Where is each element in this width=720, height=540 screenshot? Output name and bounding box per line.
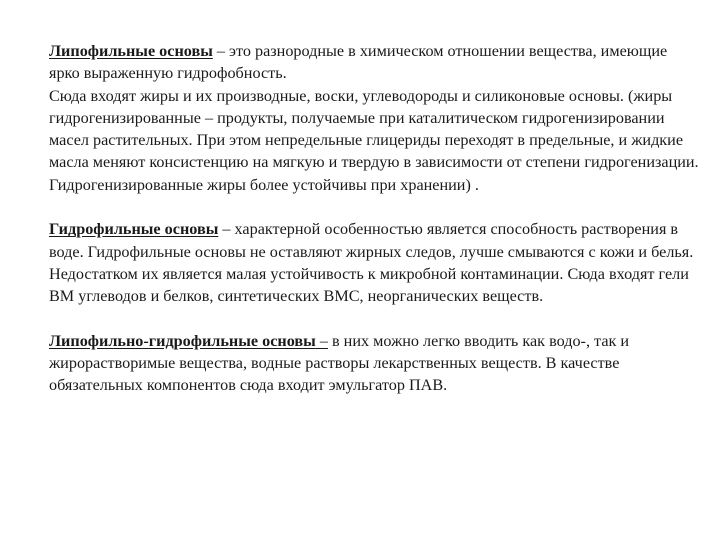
- hydrophilic-definition-paragraph: [49, 218, 699, 263]
- slide-text-body: [49, 40, 699, 397]
- lipohydrophilic-definition-paragraph: [49, 330, 699, 397]
- lipophilic-details-paragraph: Сюда входят жиры и их производные, воски, углеводороды и силиконовые основы. (жиры гидрогенизированные – продукты, получаемые при каталитическом гидрогенизировании масел растительных. При этом непредельные глицериды переходят в предельные, и жидкие масла меняют консистенцию на мягкую и твердую в зависимости от степени гидрогенизации. Гидрогенизированные жиры более устойчивы при хранении) .: [49, 86, 699, 194]
- lipohydrophilic-dash: –: [315, 331, 328, 350]
- lipophilic-definition-paragraph: [49, 40, 699, 85]
- hydrophilic-term: Гидрофильные основы: [49, 220, 219, 239]
- hydrophilic-definition: – характерной особенностью является способность растворения в воде. Гидрофильные основы не оставляют жирных следов, лучше смываются с кожи и белья.: [49, 220, 694, 261]
- lipophilic-definition: – это разнородные в химическом отношении вещества, имеющие ярко выраженную гидрофобность.: [49, 42, 668, 83]
- paragraph-spacer: [49, 308, 699, 330]
- lipophilic-term: Липофильные основы: [49, 42, 213, 60]
- lipohydrophilic-term: Липофильно-гидрофильные основы: [49, 331, 316, 350]
- paragraph-spacer: [49, 196, 699, 218]
- lipohydrophilic-definition: в них можно легко вводить как водо-, так и жирорастворимые вещества, водные растворы лекарственных веществ. В качестве обязательных компонентов сюда входит эмульгатор ПАВ.: [49, 331, 630, 395]
- hydrophilic-details-paragraph: Недостатком их является малая устойчивость к микробной контаминации. Сюда входят гели ВМ углеводов и белков, синтетических ВМС, неорганических веществ.: [49, 264, 689, 306]
